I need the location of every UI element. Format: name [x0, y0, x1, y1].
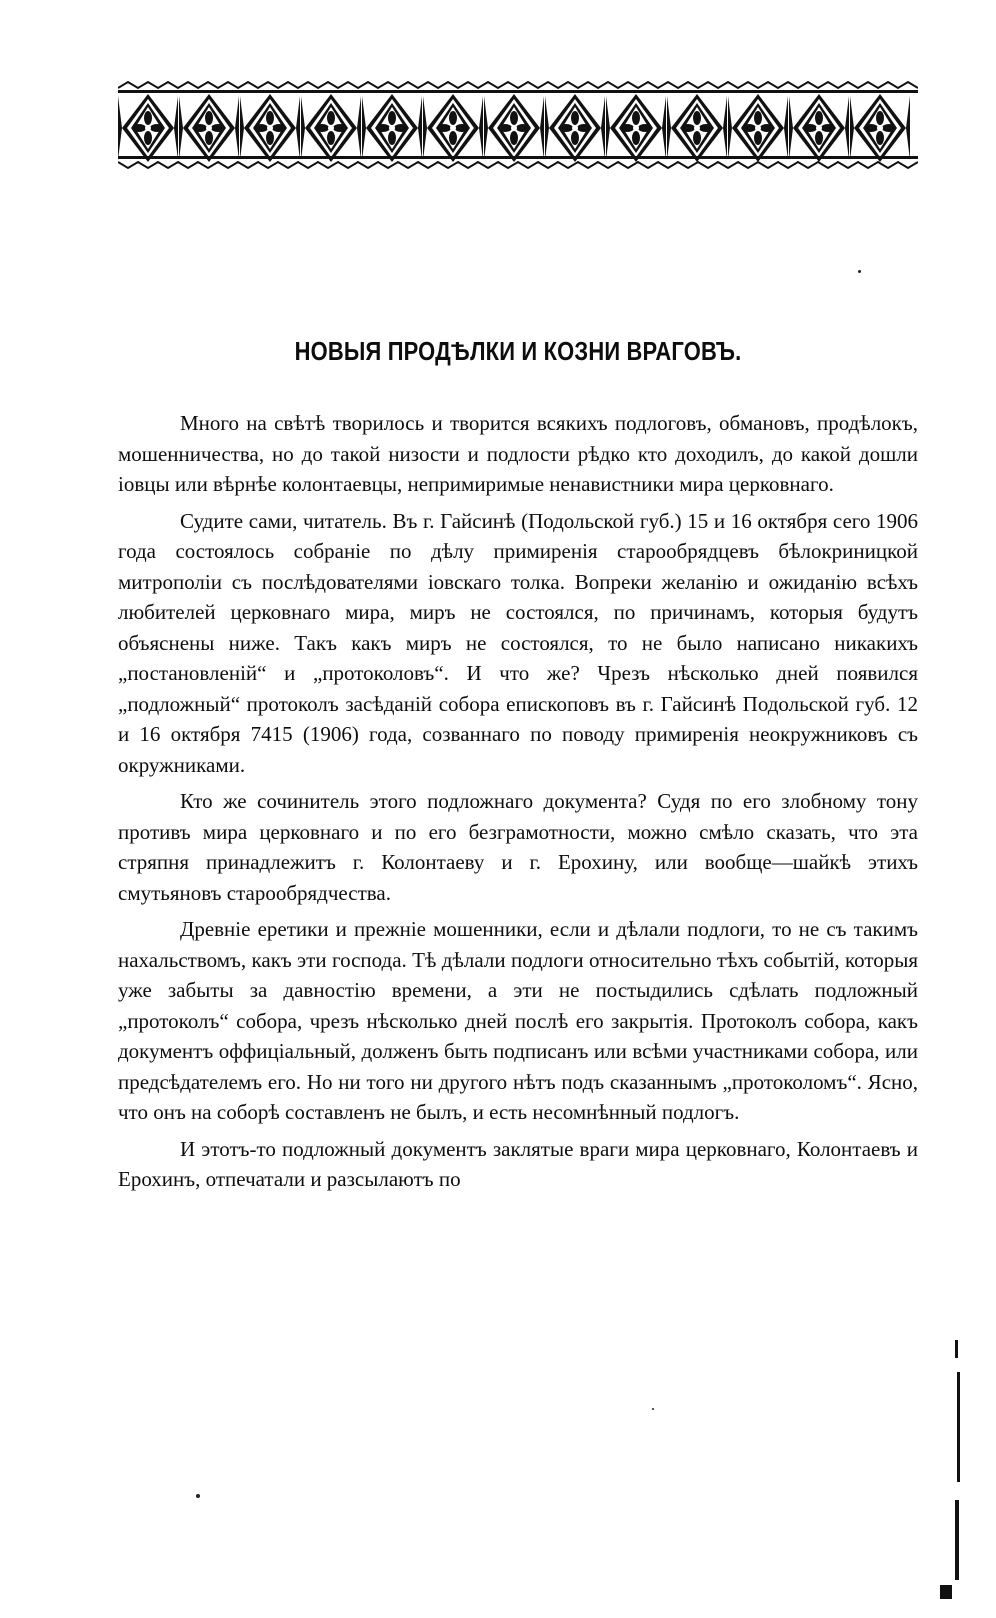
scan-edge-mark — [940, 1585, 952, 1599]
paragraph: И этотъ-то подложный документъ заклятые враги мира церковнаго, Колонтаевъ и Ерохинъ, отпечатали и разсылаютъ по — [118, 1136, 918, 1191]
paragraph: Много на свѣтѣ творилось и творится всякихъ подлоговъ, обмановъ, продѣлокъ, мошенничества, но до такой низости и подлости рѣдко кто доходилъ, до какой дошли iовцы или вѣрнѣе колонтаевцы, непримиримые ненавистники мира церковнаго. — [118, 411, 918, 496]
paragraph: Кто же сочинитель этого подложнаго документа? Судя по его злобному тону противъ мира церковнаго и по его безграмотности, можно смѣло сказать, что эта стряпня принадлежитъ г. Колонтаеву и г. Ерохину, или вообще—шайкѣ этихъ смутьяновъ старообрядчества. — [118, 789, 918, 905]
scan-speck — [652, 1408, 654, 1410]
scan-edge-mark — [957, 1372, 960, 1482]
article-body — [118, 408, 918, 1201]
scan-edge-mark — [955, 1340, 958, 1358]
article-title: НОВЫЯ ПРОДѢЛКИ И КОЗНИ ВРАГОВЪ. — [294, 338, 742, 366]
decorative-header-ornament — [118, 78, 918, 173]
scan-speck — [196, 1494, 200, 1498]
paragraph: Древнiе еретики и прежнiе мошенники, если и дѣлали подлоги, то не съ такимъ нахальствомъ, какъ эти господа. Тѣ дѣлали подлоги относительно тѣхъ событiй, которыя уже забыты за давностiю времени, а эти не постыдились сдѣлать подложный „протоколъ“ собора, чрезъ нѣсколько дней послѣ его закрытiя. Протоколъ собора, какъ документъ оффицiальный, долженъ быть подписанъ или всѣми участниками собора, или предсѣдателемъ его. Но ни того ни другого нѣтъ подъ сказаннымъ „протоколомъ“. Ясно, что онъ на соборѣ составленъ не былъ, и есть несомнѣнный подлогъ. — [118, 917, 918, 1124]
paragraph: Судите сами, читатель. Въ г. Гайсинѣ (Подольской губ.) 15 и 16 октября сего 1906 года состоялось собранiе по дѣлу примиренiя старообрядцевъ бѣлокриницкой митрополiи съ послѣдователями iовскаго толка. Вопреки желанiю и ожиданiю всѣхъ любителей церковнаго мира, миръ не состоялся, по причинамъ, которыя будутъ объяснены ниже. Такъ какъ миръ не состоялся, то не было написано никакихъ „постановленiй“ и „протоколовъ“. И что же? Чрезъ нѣсколько дней появился „подложный“ протоколъ засѣданiй собора епископовъ въ г. Гайсинѣ Подольской губ. 12 и 16 октября 7415 (1906) года, созваннаго по поводу примиренiя неокружниковъ съ окружниками. — [118, 508, 918, 777]
scan-speck — [858, 270, 861, 273]
scan-edge-mark — [955, 1500, 959, 1580]
